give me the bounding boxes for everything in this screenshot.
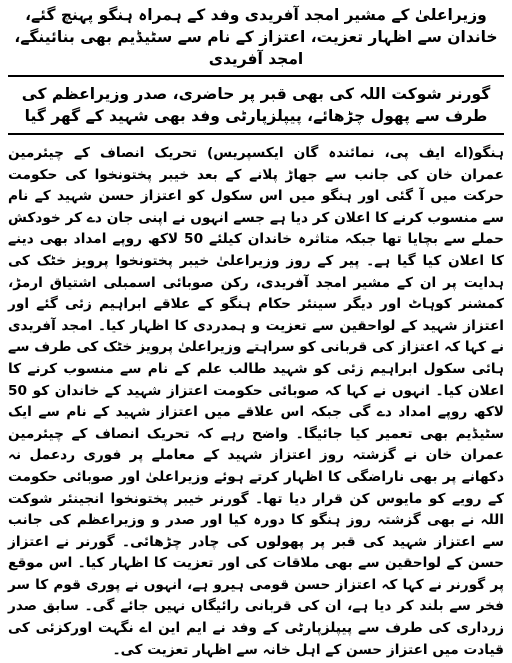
article-headline: وزیراعلیٰ کے مشیر امجد آفریدی وفد کے ہمراہ ہنگو پہنچ گئے، خاندان سے اظہار تعزیت، اعتزاز کے نام سے سٹیڈیم بھی بنائینگے، امجد آفریدی: [14, 6, 498, 68]
article-body: ہنگو(اے ایف پی، نمائندہ گان ایکسپریس) تحریک انصاف کے چیئرمین عمران خان کی جانب سے جھاڑ پلانے کے بعد خیبر پختونخوا کی حکومت حرکت میں آ گئی اور ہنگو میں اس سکول کو اعتزاز حسن شہید کے نام سے منسوب کرنے کا اعلان کر دیا ہے جسے انہوں نے اپنی جان دے کر خودکش حملے سے بچایا تھا جبکہ متاثرہ خاندان کیلئے 50 لاکھ روپے امداد بھی دینے کا اعلان کیا گیا ہے۔ پیر کے روز وزیراعلیٰ خیبر پختونخوا پرویز خٹک کی ہدایت پر ان کے مشیر امجد آفریدی، رکن صوبائی اسمبلی اشتیاق ارمڑ، کمشنر کوہاٹ اور دیگر سینئر حکام ہنگو کے علاقے ابراہیم زئی گئے اور اعتزاز شہید کے لواحقین سے تعزیت و ہمدردی کا اظہار کیا۔ امجد آفریدی نے کہا کہ اعتزاز کی قربانی کو سراہتے وزیراعلیٰ پرویز خٹک کی طرف سے ہائی سکول ابراہیم زئی کو شہید طالب علم کے نام سے منسوب کرنے کا اعلان کیا۔ انہوں نے کہا کہ صوبائی حکومت اعتزاز شہید کے خاندان کو 50 لاکھ روپے امداد دے گی جبکہ اس علاقے میں اعتزاز شہید کے نام سے ایک سٹیڈیم بھی تعمیر کیا جائیگا۔ واضح رہے کہ تحریک انصاف کے چیئرمین عمران خان نے گزشتہ روز اعتزاز شہید کے معاملے پر فوری ردعمل نہ دکھانے پر بھی ناراضگی کا اظہار کرتے ہوئے وزیراعلیٰ اور صوبائی حکومت کے رویے کو مایوس کن قرار دیا تھا۔ گورنر خیبر پختونخوا انجینئر شوکت اللہ نے بھی گزشتہ روز ہنگو کا دورہ کیا اور صدر و وزیراعظم کی جانب سے اعتزاز شہید کی قبر پر پھولوں کی چادر چڑھائی۔ گورنر نے اعتزاز حسن کے لواحقین سے بھی ملاقات کی اور تعزیت کا اظہار کیا۔ اس موقع پر گورنر نے کہا کہ اعتزاز حسن قومی ہیرو ہے، انہوں نے پوری قوم کا سر فخر سے بلند کر دیا ہے، ان کی قربانی رائیگاں نہیں جائے گی۔ سابق صدر زرداری کی طرف سے پیپلزپارٹی کے وفد نے ایم این اے نگہت اورکزئی کی قیادت میں اعتزاز حسن کے اہل خانہ سے اظہار تعزیت کی۔: [8, 145, 504, 658]
article-subheadline: گورنر شوکت اللہ کی بھی قبر پر حاضری، صدر وزیراعظم کی طرف سے پھول چڑھائے، پیپلزپارٹی وفد بھی شہید کے گھر گیا: [21, 85, 491, 125]
subheadline-divider: [8, 133, 504, 135]
headline-divider: [8, 75, 504, 77]
